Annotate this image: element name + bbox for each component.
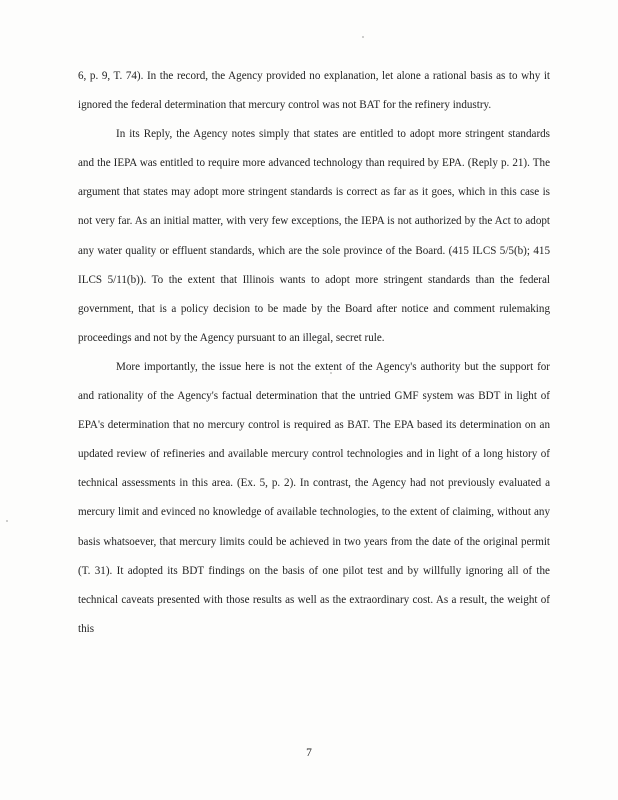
paragraph-reply: In its Reply, the Agency notes simply that states are entitled to adopt more stringent standards and the IEPA was entitled to require more advanced technology than required by EPA. (Reply p. 21). The argument that states may adopt more stringent standards is correct as far as it goes, which in this case is not very far. As an initial matter, with very few exceptions, the IEPA is not authorized by the Act to adopt any water quality or effluent standards, which are the sole province of the Board. (415 ILCS 5/5(b); 415 ILCS 5/11(b)). To the extent that Illinois wants to adopt more stringent standards than the federal government, that is a policy decision to be made by the Board after notice and comment rulemaking proceedings and not by the Agency pursuant to an illegal, secret rule. <box>78 128 550 344</box>
body-text <box>78 62 550 644</box>
page-number: 7 <box>306 747 312 759</box>
paragraph-continuation: 6, p. 9, T. 74). In the record, the Agency provided no explanation, let alone a rational basis as to why it ignored the federal determination that mercury control was not BAT for the refinery industry. <box>78 70 550 112</box>
scan-speck <box>362 36 364 38</box>
scan-speck <box>6 520 8 522</box>
paragraph-more-importantly: More importantly, the issue here is not the extent of the Agency's authority but the support for and rationality of the Agency's factual determination that the untried GMF system was BDT in light of EPA's determination that no mercury control is required as BAT. The EPA based its determination on an updated review of refineries and available mercury control technologies and in light of a long history of technical assessments in this area. (Ex. 5, p. 2). In contrast, the Agency had not previously evaluated a mercury limit and evinced no knowledge of available technologies, to the extent of claiming, without any basis whatsoever, that mercury limits could be achieved in two years from the date of the original permit (T. 31). It adopted its BDT findings on the basis of one pilot test and by willfully ignoring all of the technical caveats presented with those results as well as the extraordinary cost. As a result, the weight of this <box>78 360 550 635</box>
